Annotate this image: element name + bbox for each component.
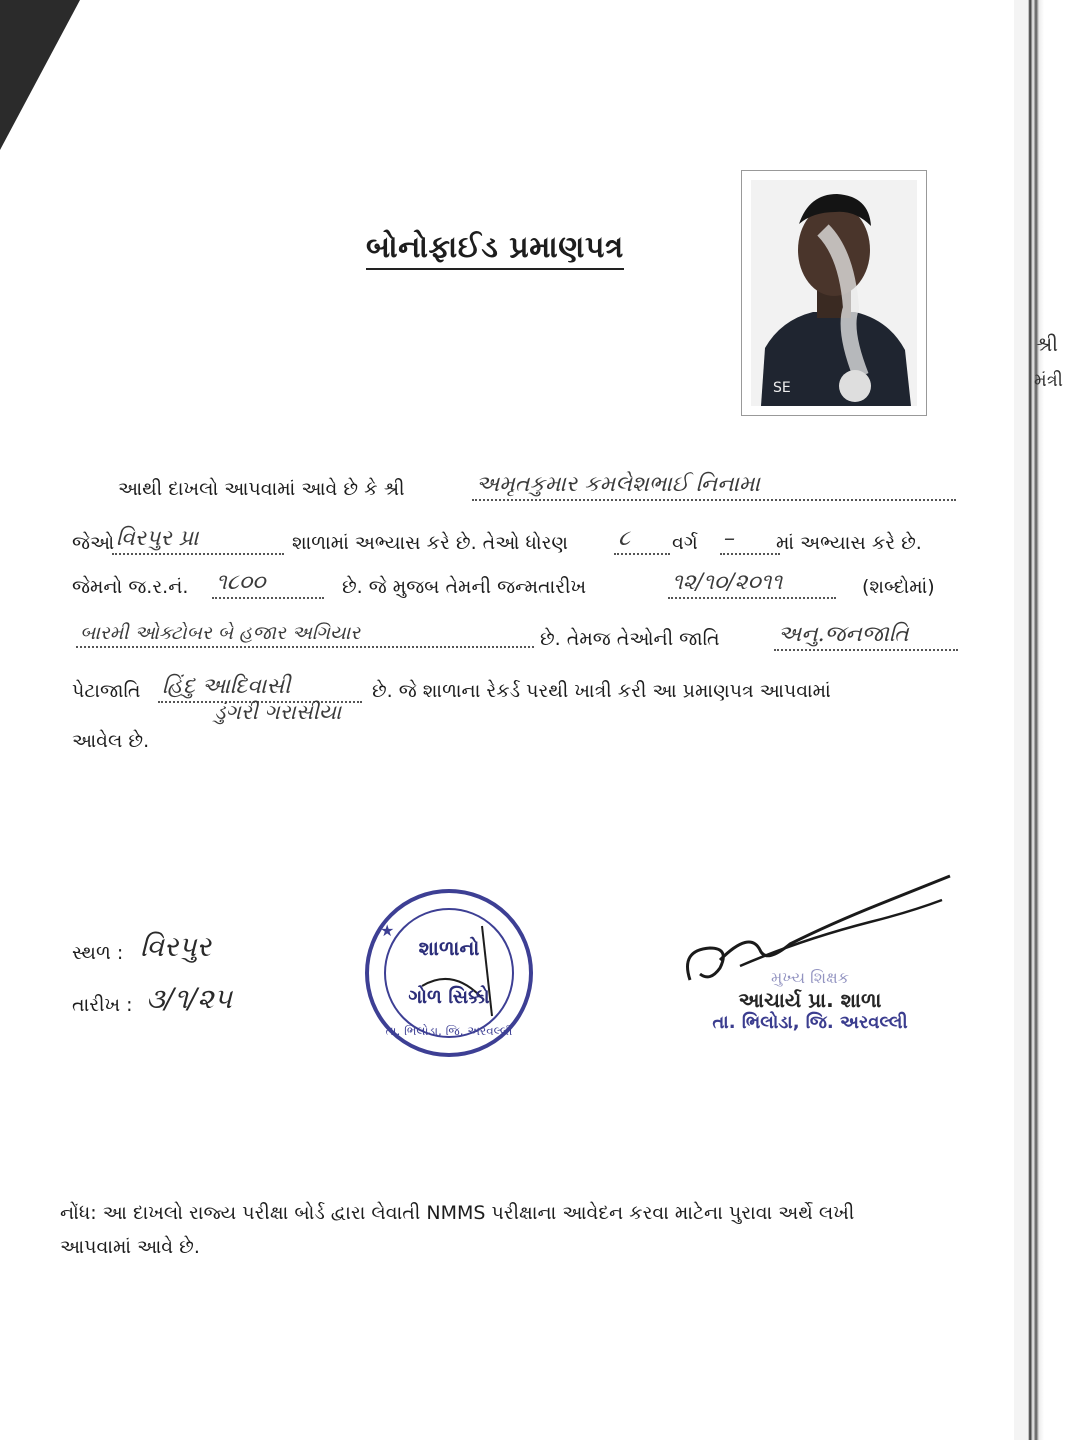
binding-edge: [1014, 0, 1080, 1440]
principal-stamp: [690, 968, 930, 1033]
school-seal-stamp: [362, 886, 536, 1060]
paragraph-text: જેમનો જ.ર.નં.: [72, 576, 189, 598]
paragraph-text: (શબ્દોમાં): [862, 576, 935, 598]
principal-stamp-line1: મુખ્ય શિક્ષક: [770, 968, 850, 987]
standard-field: ૮: [614, 526, 670, 555]
certificate-title: બોનોફાઈડ પ્રમાણપત્ર: [366, 230, 624, 270]
caste-field: અનુ.જનજાતિ: [774, 622, 958, 651]
student-name-field: અમૃતકુમાર કમલેશભાઈ નિનામા: [472, 472, 956, 501]
school-seal-bottom: તા. ભિલોડા, જિ. અરવલ્લી: [385, 1024, 513, 1038]
birth-date-field: ૧૨/૧૦/૨૦૧૧: [668, 570, 836, 599]
page-corner-shadow: [0, 0, 80, 150]
student-photo-frame: [741, 170, 927, 416]
next-page-text: મંત્રી: [1034, 370, 1063, 391]
place-label: સ્થળ :: [72, 942, 124, 964]
paragraph-text: વર્ગ: [672, 532, 698, 554]
principal-stamp-line2: આચાર્ય પ્રા. શાળા: [738, 988, 882, 1012]
date-value: ૩/૧/૨૫: [146, 982, 233, 1015]
student-photo: [751, 180, 917, 406]
date-label: તારીખ :: [72, 994, 133, 1016]
paragraph-text: શાળામાં અભ્યાસ કરે છે. તેઓ ધોરણ: [292, 532, 568, 554]
paragraph-text: છે. જે મુજબ તેમની જન્મતારીખ: [342, 576, 587, 598]
place-value: વિરપુર: [140, 930, 211, 963]
principal-stamp-line3: તા. ભિલોડા, જિ. અરવલ્લી: [712, 1012, 908, 1033]
paragraph-text: માં અભ્યાસ કરે છે.: [776, 532, 922, 554]
svg-text:SE: SE: [773, 380, 791, 396]
svg-text:★: ★: [380, 921, 395, 940]
school-seal-middle: ગોળ સિક્કો: [408, 986, 490, 1008]
paragraph-text: પેટાજાતિ: [72, 680, 141, 702]
paragraph-text: આવેલ છે.: [72, 730, 150, 752]
student-portrait-icon: [751, 180, 917, 406]
school-name-field: વિરપુર પ્રા: [112, 526, 284, 555]
footer-note: નોંધ: આ દાખલો રાજ્ય પરીક્ષા બોર્ડ દ્વારા લેવાતી NMMS પરીક્ષાના આવેદન કરવા માટેના પુરાવા અર્થે લખી આપવામાં આવે છે.: [60, 1202, 855, 1258]
sub-caste-field: હિંદુ આદિવાસી: [158, 674, 362, 703]
next-page-text: શ્રી: [1036, 332, 1059, 356]
birth-date-words-field: બારમી ઓક્ટોબર બે હજાર અગિયાર: [76, 622, 534, 648]
paragraph-text: છે. તેમજ તેઓની જાતિ: [540, 628, 720, 650]
paragraph-text: જેઓ: [72, 532, 115, 554]
division-field: –: [720, 526, 780, 555]
paragraph-text: આથી દાખલો આપવામાં આવે છે કે શ્રી: [118, 478, 405, 500]
paragraph-text: છે. જે શાળાના રેકર્ડ પરથી ખાત્રી કરી આ પ્રમાણપત્ર આપવામાં: [372, 680, 831, 702]
sub-caste-handwritten-note: ડુંગરી ગરાસીયા: [214, 700, 342, 724]
school-seal-top: શાળાનો: [418, 936, 480, 960]
gr-number-field: ૧૮૦૦: [212, 570, 324, 599]
